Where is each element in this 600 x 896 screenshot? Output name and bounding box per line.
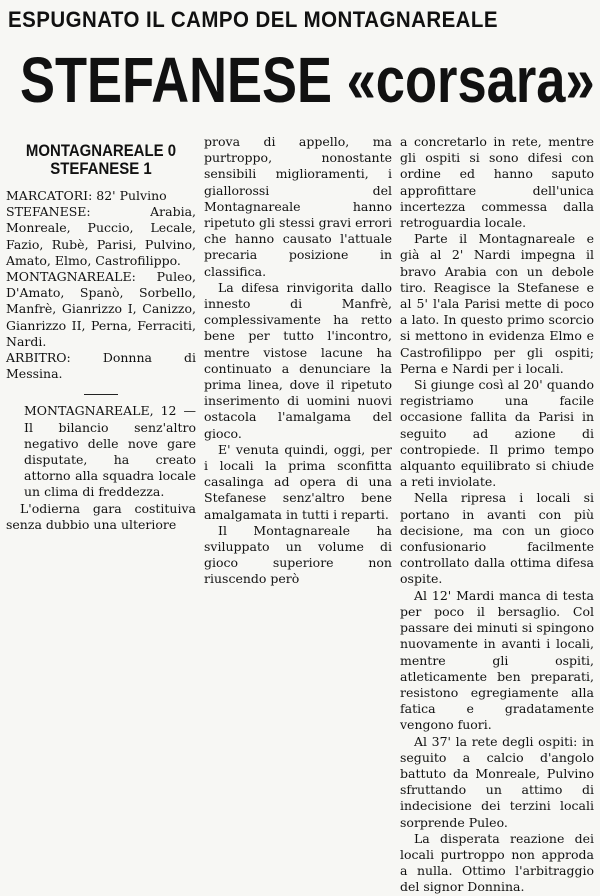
- marcatori-value: 82' Pulvino: [96, 188, 167, 203]
- paragraph: MONTAGNAREALE, 12 — Il bilancio senz'altro negativo delle nove gare disputate, ha creato attorno alla squadra locale un clima di freddezza.: [24, 403, 196, 500]
- info-marcatori: [6, 188, 196, 204]
- paragraph: La disperata reazione dei locali purtroppo non approda a nulla. Ottimo l'arbitraggio del signor Donnina.: [400, 830, 594, 895]
- column-2: [204, 134, 392, 588]
- paragraph: L'odierna gara costituiva senza dubbio una ulteriore: [6, 500, 196, 532]
- section-divider: [84, 394, 118, 395]
- paragraph: La difesa rinvigorita dallo innesto di Manfrè, complessivamente ha retto bene per tutto l'incontro, mentre vistose lacune ha continuato a denunciare la prima linea, dove il ripetuto inserimento di uomini nuovi ostacola l'amalgama del gioco.: [204, 279, 392, 441]
- stefanese-value: Arabia, Monreale, Puccio, Lecale, Fazio, Rubè, Parisi, Pulvino, Amato, Elmo, Castrofilippo.: [6, 204, 196, 268]
- paragraph: Parte il Montagnareale e già al 2' Nardi impegna il bravo Arabia con un debole tiro. Reagisce la Stefanese e al 5' l'ala Parisi mette di poco a lato. In questo primo scorcio si mettono in evidenza Elmo e Castrofilippo per gli ospiti; Perna e Nardi per i locali.: [400, 231, 594, 376]
- stefanese-label: STEFANESE:: [6, 204, 91, 220]
- kicker-headline: ESPUGNATO IL CAMPO DEL MONTAGNAREALE: [8, 7, 499, 32]
- paragraph: E' venuta quindi, oggi, per i locali la prima sconfitta casalinga ad opera di una Stefanese senz'altro bene amalgamata in tutti i reparti.: [204, 441, 392, 522]
- column-1: [6, 134, 196, 533]
- arbitro-value: Donnna di Messina.: [6, 350, 196, 382]
- info-montagnareale: [6, 269, 196, 350]
- score-home: MONTAGNAREALE 0: [25, 141, 177, 160]
- paragraph: prova di appello, ma purtroppo, nonostante sensibili miglioramenti, i giallorossi del Montagnareale hanno ripetuto gli stessi gravi errori che hanno causato l'attuale precaria posizione in classifica.: [204, 134, 392, 279]
- marcatori-label: MARCATORI:: [6, 188, 93, 203]
- info-arbitro: [6, 350, 196, 382]
- paragraph: a concretarlo in rete, mentre gli ospiti si sono difesi con ordine ed hanno saputo approfittare dell'unica incertezza commessa dalla retroguardia locale.: [400, 134, 594, 231]
- score-away: STEFANESE 1: [50, 159, 152, 178]
- paragraph: Al 37' la rete degli ospiti: in seguito a calcio d'angolo battuto da Monreale, Pulvino sfruttando un attimo di indecisione dei terzini locali sorprende Puleo.: [400, 733, 594, 830]
- column-3: [400, 134, 594, 896]
- paragraph: Al 12' Mardi manca di testa per poco il bersaglio. Col passare dei minuti si spingono nuovamente in avanti i locali, mentre gli ospiti, atleticamente ben preparati, resistono egregiamente alla fatica e gradatamente vengono fuori.: [400, 587, 594, 733]
- main-headline: STEFANESE «corsara»: [20, 44, 595, 116]
- arbitro-label: ARBITRO:: [6, 350, 71, 366]
- paragraph: Il Montagnareale ha sviluppato un volume di gioco superiore non riuscendo però: [204, 522, 392, 587]
- paragraph: Nella ripresa i locali si portano in avanti con più decisione, ma con un gioco confusionario facilmente controllato dalla ottima difesa ospite.: [400, 490, 594, 587]
- paragraph: Si giunge così al 20' quando registriamo una facile occasione fallita da Parisi in seguito ad azione di contropiede. Il primo tempo alquanto equilibrato si chiude a reti inviolate.: [400, 377, 594, 490]
- montagnareale-label: MONTAGNAREALE:: [6, 269, 136, 285]
- info-stefanese: [6, 204, 196, 269]
- montagnareale-value: Puleo, D'Amato, Spanò, Sorbello, Manfrè, Gianrizzo I, Canizzo, Gianrizzo II, Perna, Ferraciti, Nardi.: [6, 269, 196, 349]
